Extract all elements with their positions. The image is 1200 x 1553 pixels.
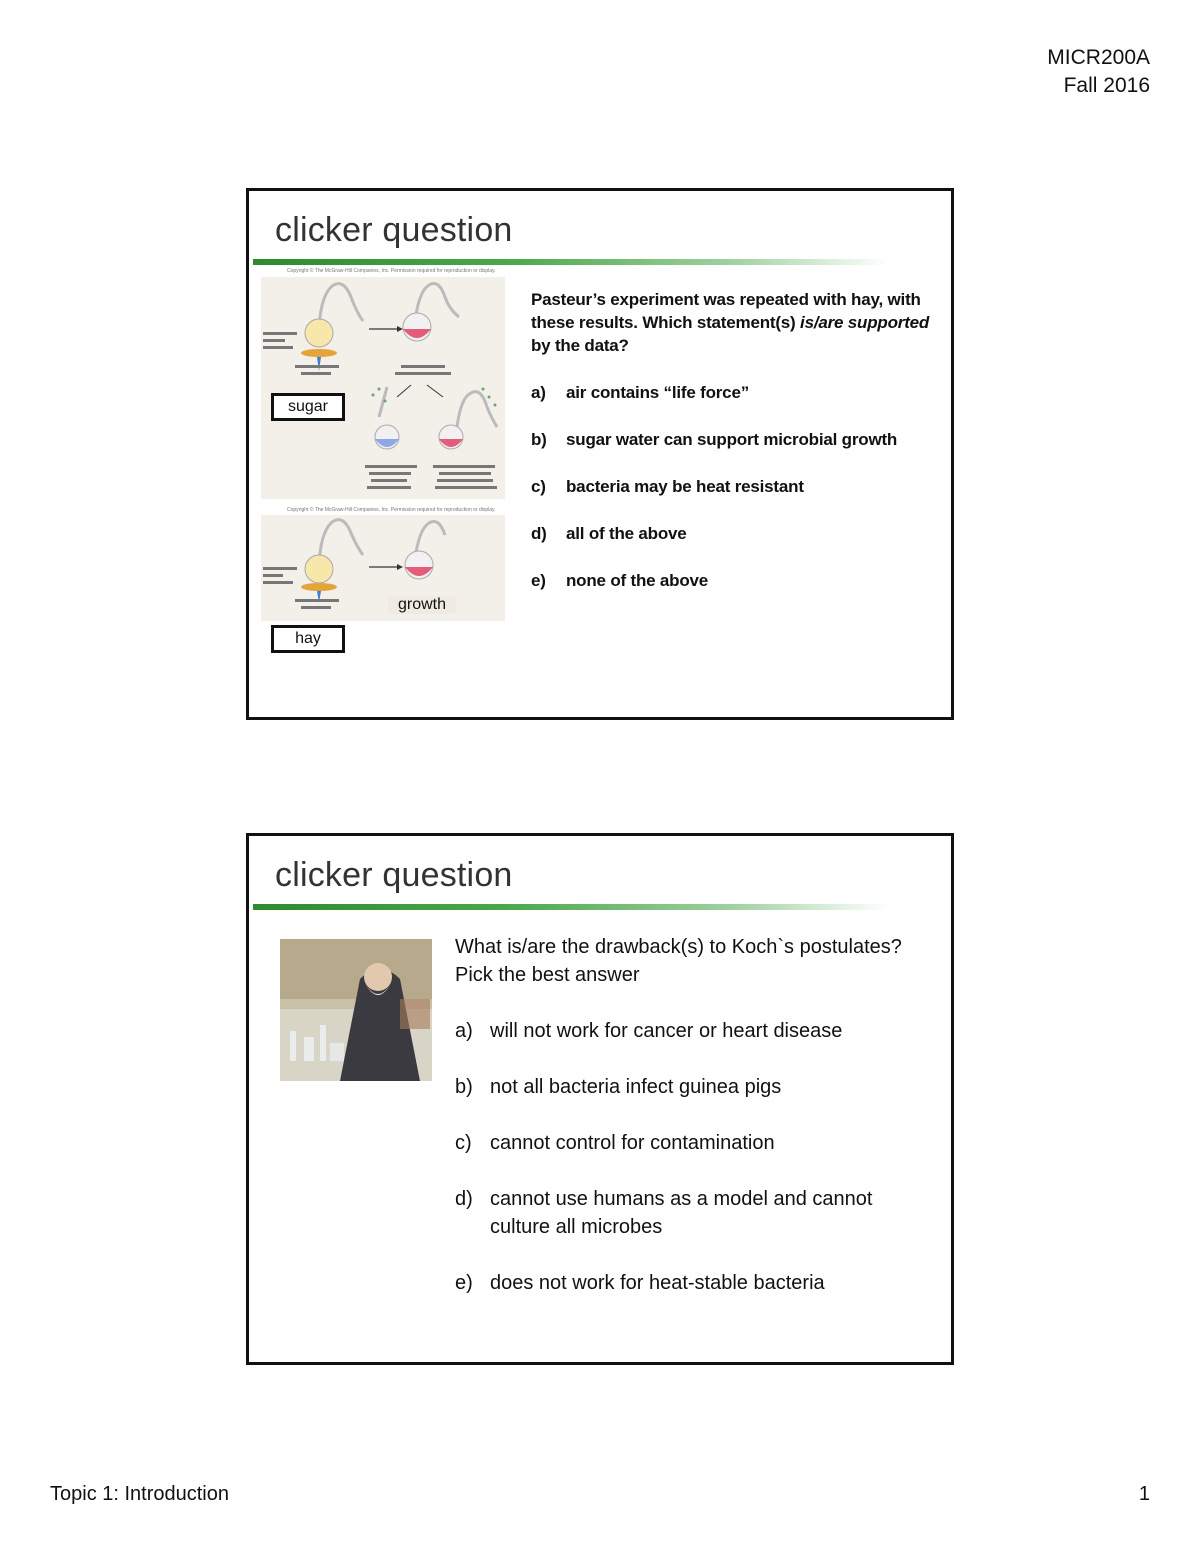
option-letter: e)	[531, 571, 546, 590]
option-c	[455, 1129, 945, 1157]
term: Fall 2016	[1063, 74, 1150, 97]
option-letter: c)	[455, 1132, 472, 1154]
pasteur-hay-figure	[261, 515, 505, 621]
option-letter: a)	[531, 383, 546, 402]
course-code: MICR200A	[1047, 46, 1150, 69]
growth-label: growth	[388, 596, 456, 614]
option-letter: b)	[531, 430, 547, 449]
title-underline	[253, 259, 889, 265]
slide-2-title: clicker question	[275, 856, 513, 894]
slide-2	[246, 833, 954, 1365]
option-text: cannot control for contamination	[490, 1132, 775, 1154]
option-letter: e)	[455, 1272, 473, 1294]
title-underline	[253, 904, 889, 910]
pasteur-sugar-figure	[261, 277, 505, 499]
footer-topic: Topic 1: Introduction	[50, 1483, 229, 1505]
option-letter: d)	[531, 524, 547, 543]
option-letter: b)	[455, 1076, 473, 1098]
option-d	[455, 1185, 945, 1241]
option-text: cannot use humans as a model and cannot culture all microbes	[490, 1188, 873, 1238]
option-text: none of the above	[566, 571, 709, 590]
prompt-text-end: by the data?	[531, 336, 629, 355]
option-a	[531, 381, 943, 404]
option-text: sugar water can support microbial growth	[566, 430, 898, 449]
option-text: not all bacteria infect guinea pigs	[490, 1076, 782, 1098]
option-letter: c)	[531, 477, 546, 496]
slide-1	[246, 188, 954, 720]
flask-diagram-hay	[261, 515, 505, 621]
slide-1-title: clicker question	[275, 211, 513, 249]
question-prompt-line-2: Pick the best answer	[455, 964, 640, 986]
option-text: air contains “life force”	[566, 383, 749, 402]
flask-diagram-sugar	[261, 277, 505, 499]
figure-copyright-top: Copyright © The McGraw-Hill Companies, Inc. Permission required for reproduction or display.	[287, 268, 496, 274]
option-text: bacteria may be heat resistant	[566, 477, 804, 496]
sugar-label: sugar	[271, 393, 345, 421]
option-letter: a)	[455, 1020, 473, 1042]
page-header	[1047, 44, 1150, 100]
option-b	[531, 428, 943, 451]
option-a	[455, 1017, 945, 1045]
option-c	[531, 475, 943, 498]
question-prompt-line-1: What is/are the drawback(s) to Koch`s postulates?	[455, 936, 902, 958]
prompt-italic: is/are supported	[800, 313, 930, 332]
option-letter: d)	[455, 1188, 473, 1210]
slide-2-question	[455, 933, 945, 1297]
figure-copyright-bottom: Copyright © The McGraw-Hill Companies, Inc. Permission required for reproduction or display.	[287, 507, 496, 513]
option-text: will not work for cancer or heart disease	[490, 1020, 843, 1042]
option-text: all of the above	[566, 524, 687, 543]
prompt-text: Pasteur’s experiment was repeated with hay, with these results. Which statement(s)	[531, 290, 921, 332]
slide-1-question	[531, 288, 943, 592]
page-number: 1	[1138, 1483, 1150, 1505]
question-prompt	[531, 288, 943, 357]
koch-portrait-image	[280, 939, 432, 1081]
hay-label: hay	[271, 625, 345, 653]
option-e	[531, 569, 943, 592]
option-text: does not work for heat-stable bacteria	[490, 1272, 825, 1294]
koch-painting	[280, 939, 432, 1081]
option-b	[455, 1073, 945, 1101]
option-e	[455, 1269, 945, 1297]
option-d	[531, 522, 943, 545]
